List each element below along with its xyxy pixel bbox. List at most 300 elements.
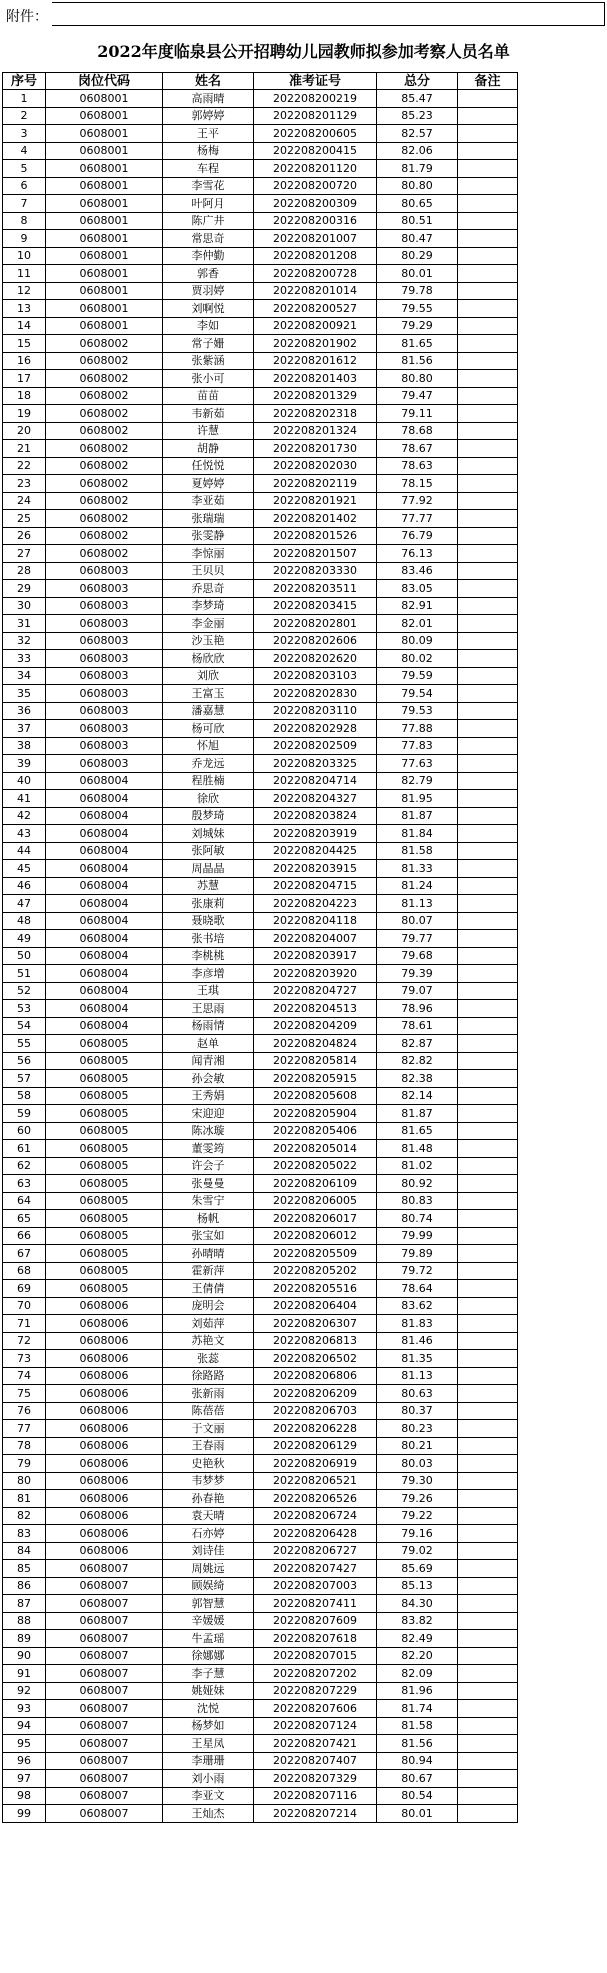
cell-ticket-number: 202208203920: [254, 965, 377, 983]
cell-name: 徐娜娜: [163, 1647, 254, 1665]
table-header-row: [3, 73, 518, 90]
cell-ticket-number: 202208206428: [254, 1525, 377, 1543]
cell-serial: 56: [3, 1052, 46, 1070]
cell-total-score: 83.82: [377, 1612, 458, 1630]
cell-ticket-number: 202208207015: [254, 1647, 377, 1665]
cell-name: 李子慧: [163, 1665, 254, 1683]
cell-serial: 42: [3, 807, 46, 825]
cell-position-code: 0608002: [46, 405, 163, 423]
cell-position-code: 0608007: [46, 1612, 163, 1630]
cell-position-code: 0608005: [46, 1157, 163, 1175]
cell-total-score: 82.09: [377, 1665, 458, 1683]
cell-ticket-number: 202208201730: [254, 440, 377, 458]
table-row: [3, 1490, 518, 1508]
cell-remarks: [458, 1210, 518, 1228]
cell-position-code: 0608005: [46, 1210, 163, 1228]
cell-serial: 80: [3, 1472, 46, 1490]
table-row: [3, 1560, 518, 1578]
cell-name: 刘茹萍: [163, 1315, 254, 1333]
cell-ticket-number: 202208207124: [254, 1717, 377, 1735]
cell-total-score: 79.99: [377, 1227, 458, 1245]
cell-total-score: 78.64: [377, 1280, 458, 1298]
cell-position-code: 0608001: [46, 230, 163, 248]
cell-total-score: 79.59: [377, 667, 458, 685]
cell-position-code: 0608007: [46, 1682, 163, 1700]
cell-total-score: 82.14: [377, 1087, 458, 1105]
table-row: [3, 1367, 518, 1385]
cell-remarks: [458, 335, 518, 353]
cell-ticket-number: 202208207609: [254, 1612, 377, 1630]
cell-position-code: 0608001: [46, 177, 163, 195]
cell-ticket-number: 202208201120: [254, 160, 377, 178]
cell-name: 杨梅: [163, 142, 254, 160]
cell-total-score: 81.58: [377, 842, 458, 860]
cell-ticket-number: 202208201208: [254, 247, 377, 265]
cell-remarks: [458, 1175, 518, 1193]
cell-remarks: [458, 912, 518, 930]
cell-total-score: 79.55: [377, 300, 458, 318]
attachment-field: [52, 2, 605, 26]
table-row: [3, 1000, 518, 1018]
cell-remarks: [458, 1595, 518, 1613]
cell-total-score: 79.78: [377, 282, 458, 300]
header-position-code: 岗位代码: [46, 73, 163, 90]
cell-name: 苏慧: [163, 877, 254, 895]
cell-position-code: 0608004: [46, 965, 163, 983]
cell-ticket-number: 202208203103: [254, 667, 377, 685]
cell-name: 孙晴晴: [163, 1245, 254, 1263]
cell-remarks: [458, 212, 518, 230]
cell-serial: 32: [3, 632, 46, 650]
cell-position-code: 0608004: [46, 772, 163, 790]
cell-remarks: [458, 317, 518, 335]
cell-ticket-number: 202208205509: [254, 1245, 377, 1263]
cell-total-score: 81.02: [377, 1157, 458, 1175]
cell-ticket-number: 202208206806: [254, 1367, 377, 1385]
cell-serial: 87: [3, 1595, 46, 1613]
cell-remarks: [458, 1000, 518, 1018]
cell-remarks: [458, 1070, 518, 1088]
cell-total-score: 81.74: [377, 1700, 458, 1718]
cell-total-score: 78.15: [377, 475, 458, 493]
cell-ticket-number: 202208207003: [254, 1577, 377, 1595]
table-row: [3, 982, 518, 1000]
cell-serial: 1: [3, 90, 46, 108]
cell-position-code: 0608001: [46, 90, 163, 108]
cell-position-code: 0608001: [46, 247, 163, 265]
cell-serial: 97: [3, 1770, 46, 1788]
cell-serial: 64: [3, 1192, 46, 1210]
cell-remarks: [458, 475, 518, 493]
cell-serial: 57: [3, 1070, 46, 1088]
cell-position-code: 0608002: [46, 475, 163, 493]
cell-serial: 19: [3, 405, 46, 423]
cell-serial: 54: [3, 1017, 46, 1035]
table-row: [3, 1332, 518, 1350]
cell-position-code: 0608007: [46, 1735, 163, 1753]
cell-total-score: 81.87: [377, 1105, 458, 1123]
cell-name: 王富玉: [163, 685, 254, 703]
table-row: [3, 142, 518, 160]
cell-name: 辛媛媛: [163, 1612, 254, 1630]
cell-serial: 18: [3, 387, 46, 405]
cell-ticket-number: 202208207407: [254, 1752, 377, 1770]
cell-remarks: [458, 1560, 518, 1578]
cell-remarks: [458, 1577, 518, 1595]
cell-serial: 51: [3, 965, 46, 983]
cell-name: 李如: [163, 317, 254, 335]
table-row: [3, 930, 518, 948]
cell-position-code: 0608007: [46, 1787, 163, 1805]
cell-remarks: [458, 790, 518, 808]
cell-name: 苗苗: [163, 387, 254, 405]
cell-ticket-number: 202208202318: [254, 405, 377, 423]
cell-remarks: [458, 527, 518, 545]
cell-position-code: 0608006: [46, 1420, 163, 1438]
cell-ticket-number: 202208206012: [254, 1227, 377, 1245]
cell-serial: 22: [3, 457, 46, 475]
table-row: [3, 1612, 518, 1630]
cell-name: 王星凤: [163, 1735, 254, 1753]
cell-total-score: 84.30: [377, 1595, 458, 1613]
cell-name: 李珊珊: [163, 1752, 254, 1770]
cell-remarks: [458, 1245, 518, 1263]
cell-ticket-number: 202208201324: [254, 422, 377, 440]
cell-ticket-number: 202208202509: [254, 737, 377, 755]
cell-ticket-number: 202208203330: [254, 562, 377, 580]
cell-ticket-number: 202208207411: [254, 1595, 377, 1613]
table-row: [3, 1507, 518, 1525]
cell-ticket-number: 202208202030: [254, 457, 377, 475]
cell-total-score: 85.13: [377, 1577, 458, 1595]
cell-total-score: 80.23: [377, 1420, 458, 1438]
cell-name: 李雪花: [163, 177, 254, 195]
cell-remarks: [458, 982, 518, 1000]
cell-total-score: 81.84: [377, 825, 458, 843]
cell-serial: 29: [3, 580, 46, 598]
cell-ticket-number: 202208204425: [254, 842, 377, 860]
cell-position-code: 0608004: [46, 877, 163, 895]
cell-name: 潘嘉慧: [163, 702, 254, 720]
table-row: [3, 422, 518, 440]
cell-remarks: [458, 107, 518, 125]
cell-serial: 78: [3, 1437, 46, 1455]
cell-position-code: 0608005: [46, 1087, 163, 1105]
cell-name: 高雨晴: [163, 90, 254, 108]
cell-serial: 76: [3, 1402, 46, 1420]
cell-total-score: 81.24: [377, 877, 458, 895]
table-row: [3, 440, 518, 458]
cell-position-code: 0608001: [46, 160, 163, 178]
cell-remarks: [458, 1700, 518, 1718]
cell-ticket-number: 202208202830: [254, 685, 377, 703]
cell-ticket-number: 202208201402: [254, 510, 377, 528]
cell-position-code: 0608006: [46, 1297, 163, 1315]
cell-remarks: [458, 737, 518, 755]
cell-remarks: [458, 1122, 518, 1140]
cell-serial: 12: [3, 282, 46, 300]
cell-total-score: 78.68: [377, 422, 458, 440]
cell-position-code: 0608002: [46, 510, 163, 528]
table-row: [3, 1665, 518, 1683]
cell-serial: 7: [3, 195, 46, 213]
cell-serial: 10: [3, 247, 46, 265]
header-total-score: 总分: [377, 73, 458, 90]
cell-position-code: 0608002: [46, 370, 163, 388]
cell-remarks: [458, 1647, 518, 1665]
cell-total-score: 81.95: [377, 790, 458, 808]
cell-ticket-number: 202208204007: [254, 930, 377, 948]
cell-serial: 45: [3, 860, 46, 878]
cell-serial: 2: [3, 107, 46, 125]
cell-name: 王贝贝: [163, 562, 254, 580]
table-row: [3, 1052, 518, 1070]
cell-ticket-number: 202208207618: [254, 1630, 377, 1648]
cell-ticket-number: 202208206129: [254, 1437, 377, 1455]
table-row: [3, 632, 518, 650]
cell-position-code: 0608006: [46, 1507, 163, 1525]
table-row: [3, 1070, 518, 1088]
cell-name: 王秀娟: [163, 1087, 254, 1105]
cell-ticket-number: 202208206228: [254, 1420, 377, 1438]
cell-ticket-number: 202208200605: [254, 125, 377, 143]
cell-ticket-number: 202208203325: [254, 755, 377, 773]
cell-position-code: 0608006: [46, 1542, 163, 1560]
cell-position-code: 0608007: [46, 1577, 163, 1595]
cell-serial: 38: [3, 737, 46, 755]
cell-total-score: 79.16: [377, 1525, 458, 1543]
cell-position-code: 0608007: [46, 1770, 163, 1788]
cell-serial: 63: [3, 1175, 46, 1193]
cell-name: 程胜楠: [163, 772, 254, 790]
header-serial: 序号: [3, 73, 46, 90]
cell-total-score: 79.89: [377, 1245, 458, 1263]
cell-serial: 70: [3, 1297, 46, 1315]
cell-total-score: 79.02: [377, 1542, 458, 1560]
cell-ticket-number: 202208201526: [254, 527, 377, 545]
cell-serial: 20: [3, 422, 46, 440]
cell-name: 张新雨: [163, 1385, 254, 1403]
cell-position-code: 0608005: [46, 1052, 163, 1070]
cell-position-code: 0608002: [46, 422, 163, 440]
cell-total-score: 83.62: [377, 1297, 458, 1315]
cell-total-score: 80.63: [377, 1385, 458, 1403]
table-row: [3, 1175, 518, 1193]
cell-name: 张康莉: [163, 895, 254, 913]
cell-ticket-number: 202208206703: [254, 1402, 377, 1420]
table-row: [3, 685, 518, 703]
cell-ticket-number: 202208207202: [254, 1665, 377, 1683]
cell-total-score: 79.39: [377, 965, 458, 983]
cell-name: 牛孟瑶: [163, 1630, 254, 1648]
cell-name: 王春雨: [163, 1437, 254, 1455]
cell-ticket-number: 202208202620: [254, 650, 377, 668]
cell-position-code: 0608001: [46, 317, 163, 335]
cell-serial: 43: [3, 825, 46, 843]
table-row: [3, 1647, 518, 1665]
cell-name: 苏艳文: [163, 1332, 254, 1350]
cell-position-code: 0608007: [46, 1630, 163, 1648]
cell-serial: 41: [3, 790, 46, 808]
table-row: [3, 1210, 518, 1228]
table-row: [3, 300, 518, 318]
cell-name: 李亚茹: [163, 492, 254, 510]
cell-total-score: 77.63: [377, 755, 458, 773]
cell-total-score: 79.29: [377, 317, 458, 335]
cell-name: 李惊丽: [163, 545, 254, 563]
cell-position-code: 0608007: [46, 1665, 163, 1683]
table-row: [3, 895, 518, 913]
cell-name: 胡静: [163, 440, 254, 458]
cell-ticket-number: 202208207229: [254, 1682, 377, 1700]
cell-position-code: 0608002: [46, 545, 163, 563]
cell-serial: 30: [3, 597, 46, 615]
cell-position-code: 0608007: [46, 1700, 163, 1718]
cell-position-code: 0608004: [46, 982, 163, 1000]
table-row: [3, 510, 518, 528]
cell-position-code: 0608002: [46, 335, 163, 353]
cell-name: 顾娱绮: [163, 1577, 254, 1595]
cell-position-code: 0608003: [46, 632, 163, 650]
cell-serial: 72: [3, 1332, 46, 1350]
cell-remarks: [458, 562, 518, 580]
cell-ticket-number: 202208204714: [254, 772, 377, 790]
cell-remarks: [458, 1192, 518, 1210]
cell-name: 任悦悦: [163, 457, 254, 475]
cell-ticket-number: 202208203511: [254, 580, 377, 598]
cell-position-code: 0608007: [46, 1752, 163, 1770]
cell-remarks: [458, 1542, 518, 1560]
cell-position-code: 0608005: [46, 1245, 163, 1263]
cell-ticket-number: 202208201129: [254, 107, 377, 125]
cell-serial: 95: [3, 1735, 46, 1753]
cell-name: 董雯筠: [163, 1140, 254, 1158]
cell-position-code: 0608005: [46, 1280, 163, 1298]
cell-remarks: [458, 1017, 518, 1035]
cell-ticket-number: 202208204715: [254, 877, 377, 895]
cell-ticket-number: 202208202119: [254, 475, 377, 493]
cell-name: 周晶晶: [163, 860, 254, 878]
cell-remarks: [458, 230, 518, 248]
cell-serial: 89: [3, 1630, 46, 1648]
cell-ticket-number: 202208205406: [254, 1122, 377, 1140]
cell-name: 杨梦如: [163, 1717, 254, 1735]
table-row: [3, 1227, 518, 1245]
cell-serial: 67: [3, 1245, 46, 1263]
cell-position-code: 0608006: [46, 1332, 163, 1350]
cell-name: 张书培: [163, 930, 254, 948]
cell-total-score: 81.33: [377, 860, 458, 878]
cell-remarks: [458, 545, 518, 563]
table-row: [3, 860, 518, 878]
cell-total-score: 82.87: [377, 1035, 458, 1053]
cell-position-code: 0608007: [46, 1717, 163, 1735]
table-row: [3, 842, 518, 860]
cell-serial: 91: [3, 1665, 46, 1683]
table-row: [3, 1087, 518, 1105]
cell-serial: 82: [3, 1507, 46, 1525]
cell-remarks: [458, 1367, 518, 1385]
cell-position-code: 0608001: [46, 212, 163, 230]
table-row: [3, 877, 518, 895]
cell-serial: 28: [3, 562, 46, 580]
table-row: [3, 265, 518, 283]
cell-total-score: 80.74: [377, 1210, 458, 1228]
cell-serial: 98: [3, 1787, 46, 1805]
cell-ticket-number: 202208207214: [254, 1805, 377, 1823]
table-row: [3, 1577, 518, 1595]
cell-remarks: [458, 1332, 518, 1350]
cell-ticket-number: 202208206005: [254, 1192, 377, 1210]
table-row: [3, 1682, 518, 1700]
cell-name: 孙春艳: [163, 1490, 254, 1508]
cell-serial: 49: [3, 930, 46, 948]
cell-name: 韦新茹: [163, 405, 254, 423]
cell-remarks: [458, 440, 518, 458]
cell-name: 乔龙远: [163, 755, 254, 773]
table-row: [3, 1017, 518, 1035]
cell-serial: 24: [3, 492, 46, 510]
cell-name: 宋迎迎: [163, 1105, 254, 1123]
cell-remarks: [458, 1770, 518, 1788]
cell-name: 许会子: [163, 1157, 254, 1175]
table-row: [3, 1770, 518, 1788]
cell-name: 沙玉艳: [163, 632, 254, 650]
cell-remarks: [458, 755, 518, 773]
cell-name: 杨欣欣: [163, 650, 254, 668]
cell-serial: 25: [3, 510, 46, 528]
cell-position-code: 0608004: [46, 1017, 163, 1035]
cell-remarks: [458, 195, 518, 213]
cell-position-code: 0608005: [46, 1192, 163, 1210]
cell-serial: 83: [3, 1525, 46, 1543]
cell-remarks: [458, 1297, 518, 1315]
cell-total-score: 79.68: [377, 947, 458, 965]
cell-serial: 31: [3, 615, 46, 633]
cell-total-score: 83.46: [377, 562, 458, 580]
cell-ticket-number: 202208202801: [254, 615, 377, 633]
cell-ticket-number: 202208204209: [254, 1017, 377, 1035]
cell-position-code: 0608006: [46, 1455, 163, 1473]
cell-total-score: 81.48: [377, 1140, 458, 1158]
cell-remarks: [458, 1157, 518, 1175]
table-row: [3, 247, 518, 265]
cell-serial: 44: [3, 842, 46, 860]
cell-remarks: [458, 1350, 518, 1368]
cell-name: 张蕊: [163, 1350, 254, 1368]
cell-name: 杨可欣: [163, 720, 254, 738]
cell-remarks: [458, 1472, 518, 1490]
cell-position-code: 0608007: [46, 1647, 163, 1665]
cell-position-code: 0608007: [46, 1560, 163, 1578]
table-row: [3, 1122, 518, 1140]
cell-position-code: 0608001: [46, 195, 163, 213]
cell-total-score: 76.13: [377, 545, 458, 563]
cell-ticket-number: 202208201007: [254, 230, 377, 248]
cell-position-code: 0608005: [46, 1227, 163, 1245]
cell-serial: 65: [3, 1210, 46, 1228]
cell-name: 刘欣: [163, 667, 254, 685]
cell-serial: 77: [3, 1420, 46, 1438]
cell-ticket-number: 202208206526: [254, 1490, 377, 1508]
cell-ticket-number: 202208201902: [254, 335, 377, 353]
cell-total-score: 79.30: [377, 1472, 458, 1490]
cell-total-score: 81.65: [377, 335, 458, 353]
table-row: [3, 160, 518, 178]
cell-remarks: [458, 772, 518, 790]
cell-position-code: 0608003: [46, 685, 163, 703]
cell-remarks: [458, 1280, 518, 1298]
